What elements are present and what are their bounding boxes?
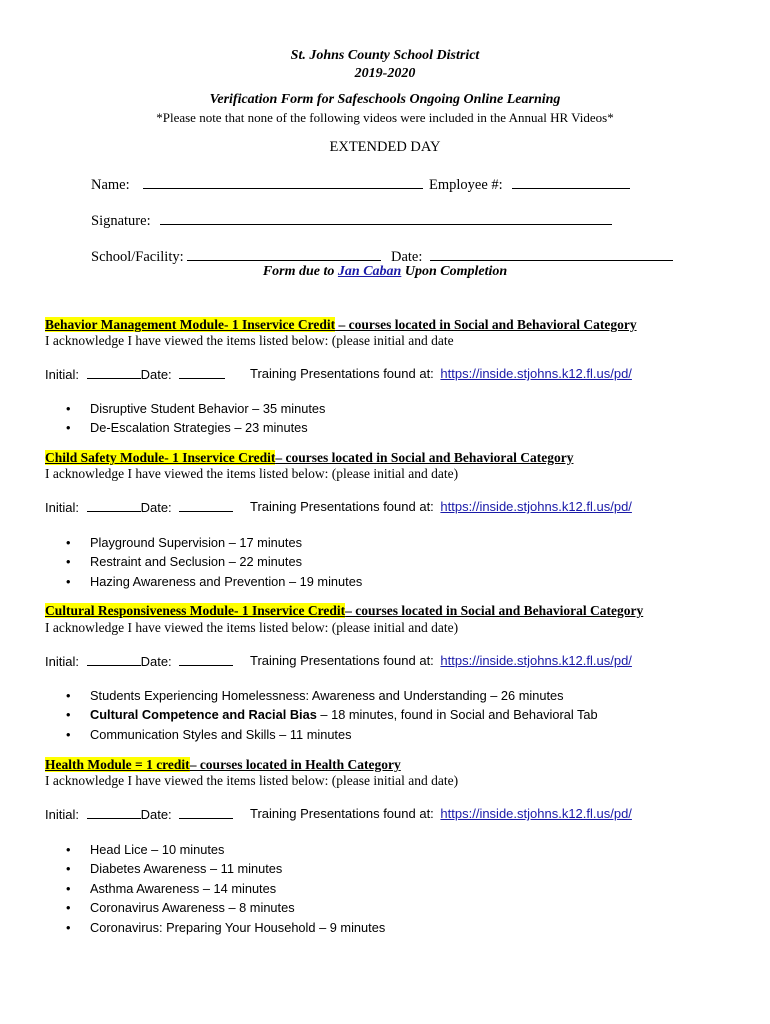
list-item-text: Coronavirus Awareness – 8 minutes	[90, 900, 295, 916]
list-item-text: Restraint and Seclusion – 22 minutes	[90, 554, 302, 570]
acknowledgement: I acknowledge I have viewed the items listed below: (please initial and date)	[45, 773, 459, 788]
course-list	[66, 686, 598, 744]
bullet-icon: •	[66, 535, 71, 550]
list-item	[66, 533, 362, 552]
list-item-text: Disruptive Student Behavior – 35 minutes	[90, 401, 326, 416]
bullet-icon: •	[66, 688, 71, 703]
training-url-link[interactable]: https://inside.stjohns.k12.fl.us/pd/	[440, 653, 632, 668]
initial-label: Initial:	[45, 500, 79, 515]
training-label: Training Presentations found at:	[250, 499, 434, 514]
list-item-text: Head Lice – 10 minutes	[90, 842, 225, 857]
district-name: St. Johns County School District	[290, 48, 480, 63]
row-date-label: Date:	[140, 807, 172, 822]
date-field[interactable]	[430, 246, 673, 261]
list-item-text: – 18 minutes, found in Social and Behavioral Tab	[316, 707, 598, 723]
course-list	[66, 533, 362, 591]
course-list	[66, 399, 325, 438]
row-date-field[interactable]	[179, 653, 233, 666]
section-title-rest: – courses located in Social and Behavioral Category	[335, 317, 637, 332]
list-item	[66, 418, 325, 437]
date-label: Date:	[391, 249, 423, 265]
row-date-field[interactable]	[179, 806, 233, 819]
category-heading: EXTENDED DAY	[329, 139, 441, 155]
acknowledgement: I acknowledge I have viewed the items listed below: (please initial and date)	[45, 620, 459, 635]
signature-field[interactable]	[160, 210, 612, 225]
school-row	[91, 246, 381, 266]
name-label: Name:	[91, 177, 130, 193]
row-date-label: Date:	[140, 500, 172, 515]
bullet-icon: •	[66, 726, 71, 742]
list-item-text: Diabetes Awareness – 11 minutes	[90, 861, 283, 877]
bullet-icon: •	[66, 900, 71, 916]
due-line	[0, 264, 770, 280]
initial-field[interactable]	[87, 499, 141, 512]
acknowledgement: I acknowledge I have viewed the items listed below: (please initial and date)	[45, 466, 459, 481]
bullet-icon: •	[66, 842, 71, 857]
training-url-link[interactable]: https://inside.stjohns.k12.fl.us/pd/	[440, 806, 632, 821]
initial-label: Initial:	[45, 807, 79, 822]
training-label: Training Presentations found at:	[250, 806, 434, 821]
initial-field[interactable]	[87, 366, 141, 379]
due-prefix: Form due to	[262, 264, 338, 279]
section-title-rest: – courses located in Social and Behavioral Category	[345, 603, 644, 618]
initial-label: Initial:	[45, 654, 79, 669]
name-row	[91, 174, 423, 194]
school-label: School/Facility:	[91, 249, 184, 265]
bullet-icon: •	[66, 861, 71, 877]
training-url-link[interactable]: https://inside.stjohns.k12.fl.us/pd/	[440, 366, 632, 381]
course-list	[66, 840, 385, 937]
name-field[interactable]	[143, 174, 423, 189]
initial-field[interactable]	[87, 806, 141, 819]
initial-label: Initial:	[45, 367, 79, 382]
list-item	[66, 918, 385, 937]
list-item-text: Playground Supervision – 17 minutes	[90, 535, 302, 550]
row-date-label: Date:	[140, 367, 172, 382]
school-field[interactable]	[187, 246, 381, 261]
signature-label: Signature:	[91, 213, 151, 229]
section-title	[45, 450, 573, 466]
list-item-text: Coronavirus: Preparing Your Household – 9 minutes	[90, 919, 386, 935]
list-item-text: Communication Styles and Skills – 11 minutes	[90, 726, 352, 742]
list-item-text: Students Experiencing Homelessness: Awareness and Understanding – 26 minutes	[90, 688, 564, 703]
row-date-field[interactable]	[179, 499, 233, 512]
section-title-highlight: Cultural Responsiveness Module- 1 Inservice Credit	[45, 603, 346, 618]
section-title-highlight: Behavior Management Module- 1 Inservice Credit	[45, 317, 336, 332]
form-note: *Please note that none of the following videos were included in the Annual HR Videos*	[156, 110, 614, 125]
section-title-rest: – courses located in Social and Behavioral Category	[275, 450, 574, 465]
training-label: Training Presentations found at:	[250, 653, 434, 668]
training-row	[250, 653, 632, 668]
training-row	[250, 366, 632, 381]
list-item-text: Asthma Awareness – 14 minutes	[90, 880, 277, 896]
list-item	[66, 898, 385, 917]
bullet-icon: •	[66, 401, 71, 416]
section-title-highlight: Child Safety Module- 1 Inservice Credit	[45, 450, 276, 465]
list-item	[66, 572, 362, 591]
section-title	[45, 757, 401, 773]
list-item-text: De-Escalation Strategies – 23 minutes	[90, 420, 308, 436]
initial-date-row	[45, 653, 233, 669]
training-url-link[interactable]: https://inside.stjohns.k12.fl.us/pd/	[440, 499, 632, 514]
list-item	[66, 399, 325, 418]
initial-date-row	[45, 806, 233, 822]
training-row	[250, 499, 632, 514]
employee-row	[429, 174, 630, 194]
section-title	[45, 603, 643, 619]
initial-field[interactable]	[87, 653, 141, 666]
employee-label: Employee #:	[429, 177, 503, 193]
list-item	[66, 879, 385, 898]
school-year: 2019-2020	[354, 66, 416, 81]
list-item-bold: Cultural Competence and Racial Bias	[90, 707, 317, 723]
due-person-link[interactable]: Jan Caban	[337, 264, 402, 279]
training-row	[250, 806, 632, 821]
bullet-icon: •	[66, 919, 71, 935]
section-title	[45, 317, 637, 333]
date-row	[391, 246, 673, 266]
section-title-highlight: Health Module = 1 credit	[45, 757, 190, 772]
initial-date-row	[45, 499, 233, 515]
section-title-rest: – courses located in Health Category	[189, 757, 401, 772]
due-suffix: Upon Completion	[401, 264, 508, 279]
employee-number-field[interactable]	[512, 174, 630, 189]
form-title: Verification Form for Safeschools Ongoing Online Learning	[209, 92, 561, 107]
list-item	[66, 840, 385, 859]
list-item	[66, 859, 385, 878]
bullet-icon: •	[66, 573, 71, 589]
list-item	[66, 725, 598, 744]
initial-date-row	[45, 366, 225, 382]
signature-row	[91, 210, 612, 230]
row-date-label: Date:	[140, 654, 172, 669]
list-item-text: Hazing Awareness and Prevention – 19 minutes	[90, 573, 363, 589]
list-item	[66, 686, 598, 705]
training-label: Training Presentations found at:	[250, 366, 434, 381]
row-date-field[interactable]	[179, 366, 225, 379]
bullet-icon: •	[66, 707, 71, 723]
bullet-icon: •	[66, 554, 71, 570]
bullet-icon: •	[66, 880, 71, 896]
list-item	[66, 705, 598, 724]
bullet-icon: •	[66, 420, 71, 436]
list-item	[66, 552, 362, 571]
acknowledgement: I acknowledge I have viewed the items listed below: (please initial and date	[45, 333, 454, 348]
